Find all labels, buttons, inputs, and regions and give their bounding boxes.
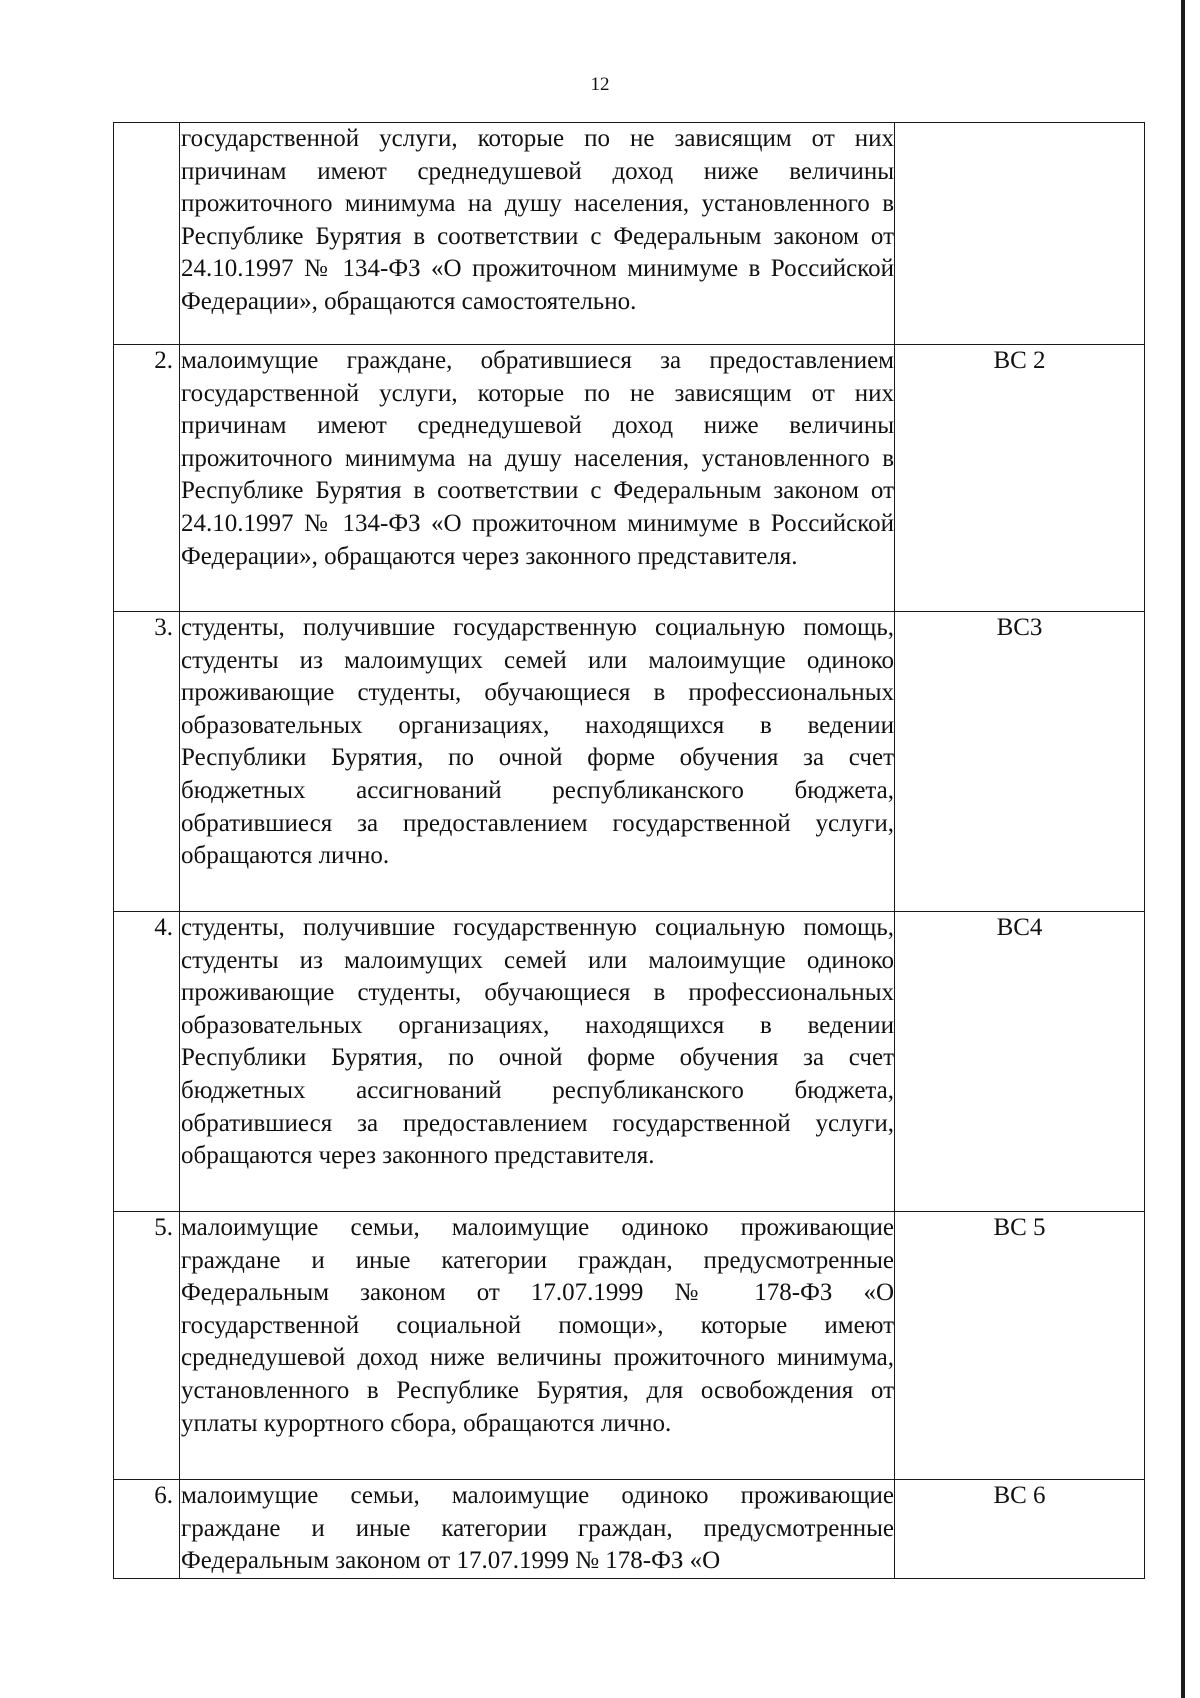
row-text — [180, 1480, 895, 1579]
row-text-content: малоимущие семьи, малоимущие одиноко проживающие граждане и иные категории граждан, предусмотренные Федеральным законом от 17.07.1999 № 178-ФЗ «О государственной социальной помощи», которые имеют среднедушевой доход ниже величины прожиточного минимума, установленного в Республике Бурятия, для освобождения от уплаты курортного сбора, обращаются лично. — [181, 1214, 894, 1437]
row-text-content: государственной услуги, которые по не зависящим от них причинам имеют среднедушевой доход ниже величины прожиточного минимума на душу населения, установленного в Республике Бурятия в соответствии с Федеральным законом от 24.10.1997 № 134-ФЗ «О прожиточном минимуме в Российской Федерации», обращаются самостоятельно. — [181, 125, 894, 315]
row-code: ВС4 — [895, 912, 1145, 1212]
row-code: ВС 5 — [895, 1212, 1145, 1480]
page-number: 12 — [590, 74, 610, 95]
row-number — [114, 123, 180, 345]
row-code: ВС 6 — [895, 1480, 1145, 1579]
row-text-content: малоимущие граждане, обратившиеся за предоставлением государственной услуги, которые по не зависящим от них причинам имеют среднедушевой доход ниже величины прожиточного минимума на душу населения, установленного в Республике Бурятия в соответствии с Федеральным законом от 24.10.1997 № 134-ФЗ «О прожиточном минимуме в Российской Федерации», обращаются через законного представителя. — [181, 347, 894, 570]
row-text — [180, 123, 895, 345]
row-code: ВС3 — [895, 612, 1145, 912]
row-text-content: студенты, получившие государственную социальную помощь, студенты из малоимущих семей или малоимущие одиноко проживающие студенты, обучающиеся в профессиональных образовательных организациях, находящихся в ведении Республики Бурятия, по очной форме обучения за счет бюджетных ассигнований республиканского бюджета, обратившиеся за предоставлением государственной услуги, обращаются лично. — [181, 614, 894, 870]
table-row — [114, 123, 1145, 345]
row-number: 6. — [114, 1480, 180, 1579]
row-number: 5. — [114, 1212, 180, 1480]
table-row — [114, 1480, 1145, 1579]
row-number: 2. — [114, 345, 180, 612]
categories-table — [113, 122, 1145, 1579]
table-row — [114, 612, 1145, 912]
table-row — [114, 912, 1145, 1212]
row-text-content: студенты, получившие государственную социальную помощь, студенты из малоимущих семей или малоимущие одиноко проживающие студенты, обучающиеся в профессиональных образовательных организациях, находящихся в ведении Республики Бурятия, по очной форме обучения за счет бюджетных ассигнований республиканского бюджета, обратившиеся за предоставлением государственной услуги, обращаются через законного представителя. — [181, 914, 894, 1170]
row-number: 4. — [114, 912, 180, 1212]
table-row — [114, 345, 1145, 612]
row-code: ВС 2 — [895, 345, 1145, 612]
row-text — [180, 345, 895, 612]
row-text — [180, 912, 895, 1212]
row-number: 3. — [114, 612, 180, 912]
row-code — [895, 123, 1145, 345]
table-row — [114, 1212, 1145, 1480]
row-text-content: малоимущие семьи, малоимущие одиноко проживающие граждане и иные категории граждан, предусмотренные Федеральным законом от 17.07.1999 № 178-ФЗ «О — [181, 1482, 894, 1575]
row-text — [180, 612, 895, 912]
row-text — [180, 1212, 895, 1480]
scan-edge-line — [1181, 0, 1185, 1698]
